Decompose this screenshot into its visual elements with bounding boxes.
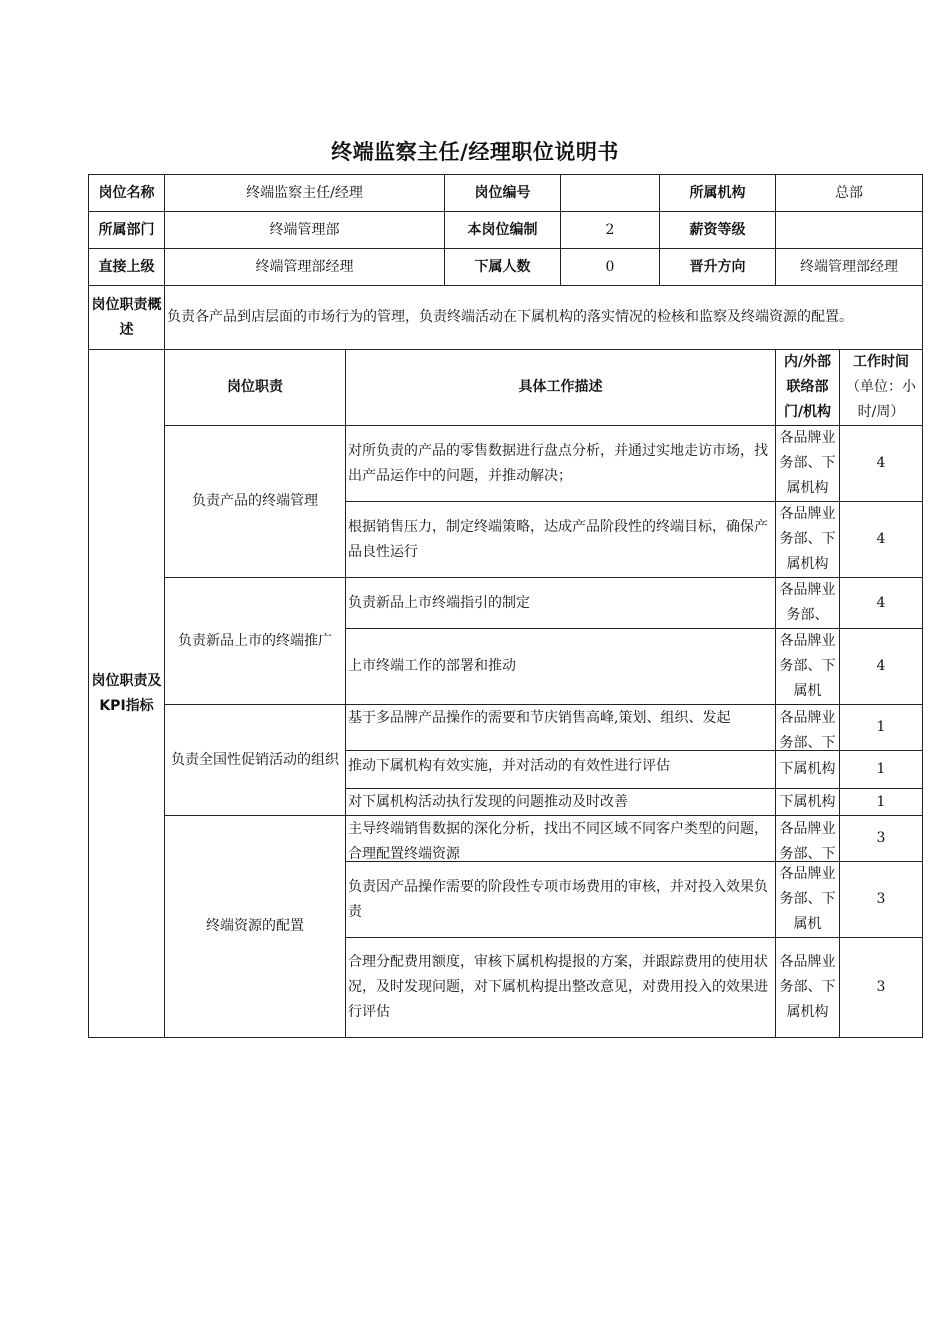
task-hours: 4 <box>840 502 923 578</box>
task-hours: 1 <box>840 789 923 816</box>
task-contact <box>776 705 840 751</box>
hours-header-unit: （单位：小时/周） <box>846 379 916 420</box>
organization-value: 总部 <box>776 175 923 212</box>
salary-grade-label: 薪资等级 <box>660 212 776 249</box>
task-contact: 各品牌业务部、下属机构 <box>776 502 840 578</box>
hours-header-title: 工作时间 <box>853 354 909 370</box>
position-id-label: 岗位编号 <box>445 175 561 212</box>
task-contact: 下属机构 <box>776 751 840 789</box>
contact-column-header: 内/外部联络部门/机构 <box>776 350 840 426</box>
promotion-label: 晋升方向 <box>660 249 776 286</box>
document-title: 终端监察主任/经理职位说明书 <box>331 140 619 164</box>
task-contact: 各品牌业务部、下属机 <box>776 629 840 705</box>
task-hours: 4 <box>840 629 923 705</box>
info-row-3 <box>89 249 923 286</box>
task-contact: 下属机构 <box>776 789 840 816</box>
position-id-value <box>561 175 660 212</box>
task-description-text: 基于多品牌产品操作的需要和节庆销售高峰,策划、组织、发起 <box>348 709 731 726</box>
overview-row <box>89 286 923 350</box>
task-description <box>346 816 776 862</box>
task-hours: 1 <box>840 751 923 789</box>
task-hours: 3 <box>840 862 923 938</box>
task-description-text: 主导终端销售数据的深化分析，找出不同区域不同客户类型的问题，合理配置终端资源 <box>348 820 768 861</box>
task-contact: 各品牌业务部、下属机 <box>776 862 840 938</box>
position-name-value: 终端监察主任/经理 <box>165 175 445 212</box>
supervisor-label: 直接上级 <box>89 249 165 286</box>
organization-label: 所属机构 <box>660 175 776 212</box>
task-description: 对所负责的产品的零售数据进行盘点分析，并通过实地走访市场，找出产品运作中的问题，并推动解决； <box>346 426 776 502</box>
task-hours: 3 <box>840 816 923 862</box>
task-row <box>89 426 923 502</box>
hours-column-header <box>840 350 923 426</box>
task-hours: 4 <box>840 426 923 502</box>
subordinates-label: 下属人数 <box>445 249 561 286</box>
kpi-section-label: 岗位职责及KPI指标 <box>89 350 165 1038</box>
headcount-value: 2 <box>561 212 660 249</box>
info-row-2 <box>89 212 923 249</box>
salary-grade-value <box>776 212 923 249</box>
task-description: 负责因产品操作需要的阶段性专项市场费用的审核，并对投入效果负责 <box>346 862 776 938</box>
task-contact-text: 各品牌业务部、下 <box>779 820 836 861</box>
task-contact: 各品牌业务部、 <box>776 578 840 629</box>
department-value: 终端管理部 <box>165 212 445 249</box>
duty-cell: 终端资源的配置 <box>165 816 346 1038</box>
task-description: 上市终端工作的部署和推动 <box>346 629 776 705</box>
task-contact <box>776 816 840 862</box>
task-description: 对下属机构活动执行发现的问题推动及时改善 <box>346 789 776 816</box>
duty-cell: 负责产品的终端管理 <box>165 426 346 578</box>
task-row <box>89 816 923 862</box>
task-hours: 4 <box>840 578 923 629</box>
overview-text: 负责各产品到店层面的市场行为的管理，负责终端活动在下属机构的落实情况的检核和监察及终端资源的配置。 <box>165 286 923 350</box>
task-description: 负责新品上市终端指引的制定 <box>346 578 776 629</box>
job-description-table <box>88 174 923 1038</box>
task-description <box>346 705 776 751</box>
task-description: 根据销售压力，制定终端策略，达成产品阶段性的终端目标，确保产品良性运行 <box>346 502 776 578</box>
task-description: 合理分配费用额度，审核下属机构提报的方案，并跟踪费用的使用状况，及时发现问题，对下属机构提出整改意见，对费用投入的效果进行评估 <box>346 938 776 1038</box>
task-contact: 各品牌业务部、下属机构 <box>776 938 840 1038</box>
task-hours: 3 <box>840 938 923 1038</box>
task-description <box>346 751 776 789</box>
headcount-label: 本岗位编制 <box>445 212 561 249</box>
task-contact: 各品牌业务部、下属机构 <box>776 426 840 502</box>
subordinates-value: 0 <box>561 249 660 286</box>
position-name-label: 岗位名称 <box>89 175 165 212</box>
supervisor-value: 终端管理部经理 <box>165 249 445 286</box>
task-row <box>89 578 923 629</box>
task-contact-text: 各品牌业务部、下 <box>779 709 836 750</box>
task-hours: 1 <box>840 705 923 751</box>
kpi-header-row <box>89 350 923 426</box>
info-row-1 <box>89 175 923 212</box>
department-label: 所属部门 <box>89 212 165 249</box>
promotion-value: 终端管理部经理 <box>776 249 923 286</box>
overview-label: 岗位职责概述 <box>89 286 165 350</box>
duty-column-header: 岗位职责 <box>165 350 346 426</box>
task-description-text: 推动下属机构有效实施，并对活动的有效性进行评估 <box>348 757 670 774</box>
duty-cell: 负责全国性促销活动的组织 <box>165 705 346 816</box>
description-column-header: 具体工作描述 <box>346 350 776 426</box>
task-row <box>89 705 923 751</box>
duty-cell: 负责新品上市的终端推广 <box>165 578 346 705</box>
